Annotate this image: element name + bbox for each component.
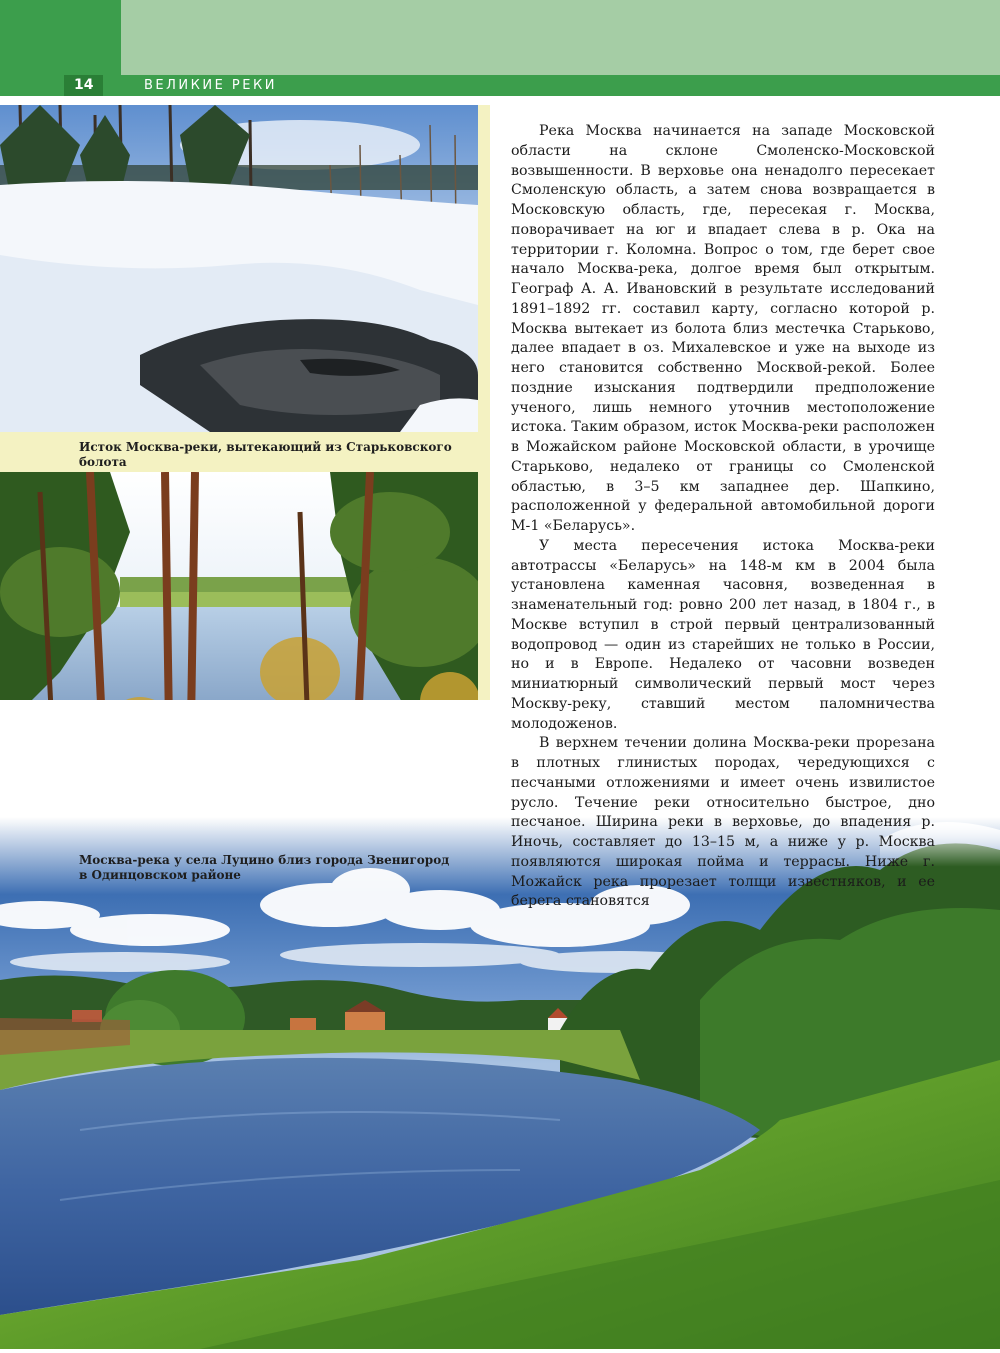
- river-photo-caption: [79, 853, 484, 883]
- river-caption-line-2: в Одинцовском районе: [79, 868, 241, 882]
- winter-photo-caption: Исток Москва-реки, вытекающий из Старьковского болота: [79, 440, 452, 469]
- article-text: [511, 122, 935, 912]
- article-paragraph: Река Москва начинается на западе Московской области на склоне Смоленско-Московской возвышенности. В верховье она ненадолго пересекает Смоленскую область, а затем снова возвращается в Московскую область, где, пересекая г. Москва, поворачивает на юг и впадает слева в р. Ока на территории г. Коломна. Вопрос о том, где берет свое начало Москва-река, долгое время был открытым. Географ А. А. Ивановский в результате исследований 1891–1892 гг. составил карту, согласно которой р. Москва вытекает из болота близ местечка Старьково, далее впадает в оз. Михалевское и уже на выходе из него становится собственно Москвой-рекой. Более поздние изыскания подтвердили предположение ученого, лишь немного уточнив местоположение истока. Таким образом, исток Москва-реки расположен в Можайском районе Московской области, в урочище Старьково, недалеко от границы со Смоленской областью, в 3–5 км западнее дер. Шапкино, расположенной у федеральной автомобильной дороги М-1 «Беларусь».: [511, 123, 935, 534]
- header-band: [0, 0, 1000, 75]
- article-paragraph: У места пересечения истока Москва-реки автотрассы «Беларусь» на 148-м км в 2004 была установлена каменная часовня, возведенная в знаменательный год: ровно 200 лет назад, в 1804 г., в Москве вступил в строй первый централизованный водопровод — один из старейших не только в России, но и в Европе. Недалеко от часовни возведен миниатюрный символический первый мост через Москву-реку, ставший местом паломничества молодоженов.: [511, 537, 935, 732]
- running-title: ВЕЛИКИЕ РЕКИ: [144, 78, 277, 93]
- river-caption-line-1: Москва-река у села Луцино близ города Звенигород: [79, 853, 450, 867]
- page-number: 14: [64, 75, 103, 96]
- winter-source-photo: [0, 105, 478, 432]
- article-paragraph: В верхнем течении долина Москва-реки прорезана в плотных глинистых породах, чередующихся с песчаными отложениями и имеет очень извилистое русло. Течение реки относительно быстрое, дно песчаное. Ширина реки в верховье, до впадения р. Иночь, составляет до 13–15 м, а ниже у р. Москва появляются широкая пойма и террасы. Ниже г. Можайск река прорезает толщи известняков, и ее берега становятся: [511, 735, 935, 910]
